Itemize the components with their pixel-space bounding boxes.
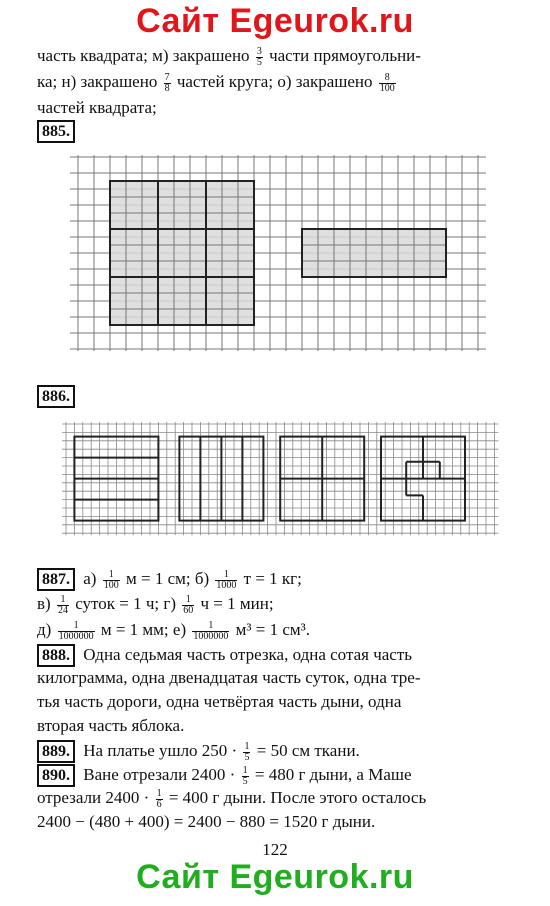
fraction-numerator: 1 bbox=[244, 740, 250, 752]
task-889-text: = 50 см ткани. bbox=[256, 741, 360, 760]
item-prefix: г) bbox=[163, 594, 176, 613]
fraction-numerator: 1 bbox=[58, 621, 95, 632]
task-number-label: 885. bbox=[37, 120, 75, 143]
task-885-label-wrap bbox=[37, 120, 79, 143]
fraction bbox=[215, 570, 237, 591]
fraction-denominator: 1000 bbox=[216, 579, 237, 591]
fraction bbox=[156, 789, 163, 810]
fraction-denominator: 5 bbox=[256, 56, 262, 68]
item-text: м = 1 мм; bbox=[100, 620, 169, 639]
fraction-denominator: 60 bbox=[183, 604, 194, 616]
fraction-numerator: 1 bbox=[103, 570, 120, 581]
fraction-denominator: 1000000 bbox=[193, 630, 229, 642]
fraction bbox=[256, 47, 263, 68]
fraction bbox=[243, 742, 250, 763]
task-890-text: Ване отрезали 2400 · bbox=[83, 765, 236, 784]
fraction bbox=[182, 595, 194, 616]
site-title-header: Сайт Egeurok.ru bbox=[136, 2, 414, 40]
fraction-numerator: 3 bbox=[256, 45, 262, 57]
fraction bbox=[103, 570, 120, 591]
fraction-numerator: 1 bbox=[242, 764, 248, 776]
intro-line-1 bbox=[37, 46, 421, 68]
fraction bbox=[57, 595, 69, 616]
task-886-figure bbox=[62, 422, 502, 537]
fraction-numerator: 1 bbox=[182, 595, 194, 606]
item-prefix: а) bbox=[83, 569, 97, 588]
task-890-text: = 400 г дыни. После этого осталось bbox=[168, 788, 427, 807]
fraction-numerator: 1 bbox=[215, 570, 237, 581]
item-text: м³ = 1 см³. bbox=[235, 620, 310, 639]
fraction-denominator: 1000000 bbox=[58, 630, 94, 642]
task-890-line-1 bbox=[37, 764, 412, 787]
task-number-label: 890. bbox=[37, 764, 75, 787]
task-number-label: 887. bbox=[37, 568, 75, 591]
item-text: м = 1 см; bbox=[125, 569, 191, 588]
task-888-text: Одна седьмая часть отрезка, одна сотая часть bbox=[83, 645, 413, 664]
item-prefix: д) bbox=[37, 620, 52, 639]
item-prefix: б) bbox=[194, 569, 210, 588]
shaded-rectangle bbox=[302, 229, 446, 277]
page-number: 122 bbox=[262, 840, 288, 859]
fraction-denominator: 5 bbox=[244, 751, 250, 763]
intro-text: частей круга; о) закрашено bbox=[176, 72, 373, 91]
intro-text: ка; н) закрашено bbox=[37, 72, 158, 91]
task-887-line-3 bbox=[37, 620, 310, 642]
item-text: суток = 1 ч; bbox=[75, 594, 160, 613]
task-889-text: На платье ушло 250 · bbox=[83, 741, 238, 760]
fraction-numerator: 1 bbox=[192, 621, 229, 632]
task-888-line-2: килограмма, одна двенадцатая часть суток, одна тре- bbox=[37, 668, 421, 687]
fraction bbox=[192, 621, 229, 642]
task-888-line-1 bbox=[37, 644, 412, 667]
fraction-denominator: 100 bbox=[379, 82, 395, 94]
fraction-denominator: 6 bbox=[156, 798, 162, 810]
task-number-label: 889. bbox=[37, 740, 75, 763]
intro-line-3: частей квадрата; bbox=[37, 98, 157, 117]
task-887-line-1 bbox=[37, 568, 302, 591]
fraction-denominator: 5 bbox=[242, 775, 248, 787]
task-885-figure bbox=[70, 155, 490, 365]
task-890-text: = 480 г дыни, а Маше bbox=[254, 765, 412, 784]
task-886-label-wrap bbox=[37, 385, 79, 408]
fraction-numerator: 7 bbox=[164, 71, 170, 83]
fraction bbox=[58, 621, 95, 642]
shaded-square bbox=[110, 181, 254, 325]
fraction-numerator: 8 bbox=[379, 73, 396, 84]
item-text: т = 1 кг; bbox=[243, 569, 302, 588]
intro-text: части прямоугольни- bbox=[269, 46, 421, 65]
item-prefix: в) bbox=[37, 594, 51, 613]
item-text: ч = 1 мин; bbox=[200, 594, 274, 613]
fraction bbox=[164, 73, 171, 94]
fraction-numerator: 1 bbox=[156, 787, 162, 799]
intro-line-2 bbox=[37, 72, 398, 94]
task-888-line-3: тья часть дороги, одна четвёртая часть дыни, одна bbox=[37, 692, 402, 711]
fraction bbox=[379, 73, 396, 94]
intro-text: часть квадрата; м) закрашено bbox=[37, 46, 250, 65]
fraction bbox=[242, 766, 249, 787]
task-890-line-3: 2400 − (480 + 400) = 2400 − 880 = 1520 г дыни. bbox=[37, 812, 376, 831]
task-887-line-2 bbox=[37, 594, 274, 616]
fraction-numerator: 1 bbox=[57, 595, 69, 606]
task-number-label: 886. bbox=[37, 385, 75, 408]
task-888-line-4: вторая часть яблока. bbox=[37, 716, 185, 735]
task-890-text: отрезали 2400 · bbox=[37, 788, 150, 807]
site-title-footer: Сайт Egeurok.ru bbox=[136, 858, 414, 896]
task-889-line bbox=[37, 740, 360, 763]
task-890-line-2 bbox=[37, 788, 426, 810]
task-number-label: 888. bbox=[37, 644, 75, 667]
fraction-denominator: 100 bbox=[103, 579, 119, 591]
item-prefix: е) bbox=[172, 620, 187, 639]
fraction-denominator: 24 bbox=[57, 604, 68, 616]
fraction-denominator: 8 bbox=[164, 82, 170, 94]
